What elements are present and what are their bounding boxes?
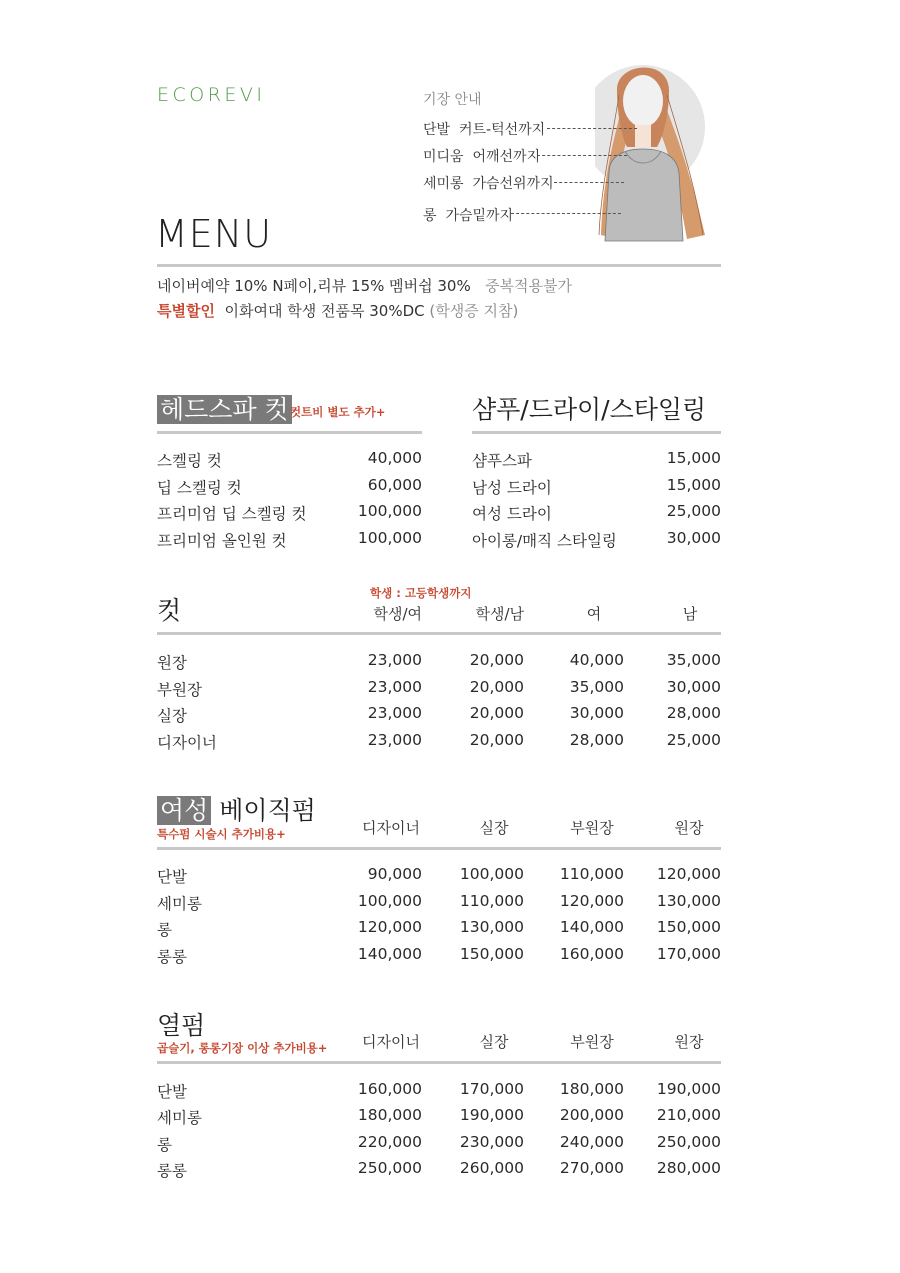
price-cell: 260,000 <box>459 1159 524 1177</box>
price-cell: 40,000 <box>569 651 624 669</box>
title-highlight: 여성 <box>157 796 211 825</box>
price-cell: 110,000 <box>459 892 524 910</box>
column-header: 부원장 <box>570 1033 614 1051</box>
leader-line <box>554 182 624 183</box>
service-name: 아이롱/매직 스타일링 <box>472 532 617 550</box>
price-cell: 130,000 <box>459 918 524 936</box>
table-row <box>157 1106 721 1130</box>
row-label: 롱 <box>157 921 172 939</box>
price-cell: 160,000 <box>559 945 624 963</box>
length-guide-item <box>423 146 540 166</box>
row-label: 부원장 <box>157 681 202 699</box>
price-row <box>472 502 721 526</box>
table-row <box>157 678 721 702</box>
column-header: 원장 <box>674 1033 704 1051</box>
divider <box>472 431 721 434</box>
column-header: 부원장 <box>570 819 614 837</box>
price-row <box>157 476 422 500</box>
price-cell: 280,000 <box>656 1159 721 1177</box>
service-name: 스켈링 컷 <box>157 452 222 470</box>
table-row <box>157 865 721 889</box>
price-cell: 160,000 <box>357 1080 422 1098</box>
length-guide-item <box>423 173 554 193</box>
price-cell: 20,000 <box>469 731 524 749</box>
price-cell: 240,000 <box>559 1133 624 1151</box>
price-cell: 170,000 <box>656 945 721 963</box>
column-header: 실장 <box>479 1033 509 1051</box>
column-header: 실장 <box>479 819 509 837</box>
special-discount-text: 이화여대 학생 전품목 30%DC <box>224 302 425 320</box>
special-discount-note: (학생증 지참) <box>429 302 519 320</box>
price-row <box>472 476 721 500</box>
service-price: 15,000 <box>666 449 721 467</box>
length-name: 단발 <box>423 122 451 138</box>
price-cell: 140,000 <box>559 918 624 936</box>
price-cell: 23,000 <box>367 731 422 749</box>
special-discount-line <box>157 300 518 321</box>
heat-perm-note: 곱슬기, 롱롱기장 이상 추가비용+ <box>157 1041 328 1055</box>
divider <box>157 264 721 267</box>
table-row <box>157 704 721 728</box>
price-row <box>157 449 422 473</box>
price-cell: 120,000 <box>559 892 624 910</box>
price-row <box>157 529 422 553</box>
price-cell: 30,000 <box>569 704 624 722</box>
price-cell: 270,000 <box>559 1159 624 1177</box>
column-header: 디자이너 <box>362 819 420 837</box>
service-name: 프리미엄 올인원 컷 <box>157 532 287 550</box>
leader-line <box>537 155 627 156</box>
service-price: 60,000 <box>367 476 422 494</box>
service-name: 남성 드라이 <box>472 479 552 497</box>
section-title-basic-perm <box>157 791 316 827</box>
leader-line <box>547 128 637 129</box>
length-name: 세미롱 <box>423 176 464 192</box>
price-cell: 20,000 <box>469 651 524 669</box>
section-title-heat-perm: 열펌 <box>157 1011 206 1040</box>
table-row <box>157 731 721 755</box>
price-cell: 230,000 <box>459 1133 524 1151</box>
row-label: 디자이너 <box>157 734 217 752</box>
row-label: 롱 <box>157 1136 172 1154</box>
price-cell: 23,000 <box>367 678 422 696</box>
length-guide-item <box>423 119 545 139</box>
table-row <box>157 1133 721 1157</box>
service-name: 딥 스켈링 컷 <box>157 479 242 497</box>
special-discount-label: 특별할인 <box>157 302 215 320</box>
column-header: 학생/남 <box>475 605 524 623</box>
price-cell: 20,000 <box>469 678 524 696</box>
service-price: 25,000 <box>666 502 721 520</box>
row-label: 실장 <box>157 707 187 725</box>
length-name: 미디움 <box>423 149 464 165</box>
length-guide-item <box>423 205 513 225</box>
row-label: 세미롱 <box>157 1109 202 1127</box>
service-name: 샴푸스파 <box>472 452 532 470</box>
price-row <box>472 529 721 553</box>
row-label: 단발 <box>157 1083 187 1101</box>
service-name: 프리미엄 딥 스켈링 컷 <box>157 505 307 523</box>
table-row <box>157 1080 721 1104</box>
price-cell: 190,000 <box>459 1106 524 1124</box>
length-guide-title: 기장 안내 <box>423 92 482 108</box>
price-cell: 220,000 <box>357 1133 422 1151</box>
price-cell: 140,000 <box>357 945 422 963</box>
section-title-headspa: 헤드스파 컷 <box>157 390 292 426</box>
column-header: 여 <box>586 605 602 623</box>
price-cell: 200,000 <box>559 1106 624 1124</box>
service-price: 100,000 <box>357 529 422 547</box>
price-cell: 100,000 <box>357 892 422 910</box>
price-cell: 20,000 <box>469 704 524 722</box>
column-header: 디자이너 <box>362 1033 420 1051</box>
length-name: 롱 <box>423 208 437 224</box>
price-cell: 170,000 <box>459 1080 524 1098</box>
title-rest: 베이직펌 <box>219 796 316 825</box>
row-label: 세미롱 <box>157 895 202 913</box>
service-price: 100,000 <box>357 502 422 520</box>
basic-perm-note: 특수펌 시술시 추가비용+ <box>157 827 286 841</box>
price-row <box>472 449 721 473</box>
column-header: 원장 <box>674 819 704 837</box>
column-header: 학생/여 <box>373 605 422 623</box>
section-title-shampoo: 샴푸/드라이/스타일링 <box>472 395 707 424</box>
price-cell: 150,000 <box>656 918 721 936</box>
price-cell: 180,000 <box>559 1080 624 1098</box>
price-cell: 23,000 <box>367 704 422 722</box>
service-price: 30,000 <box>666 529 721 547</box>
headspa-note: 컷트비 별도 추가+ <box>290 405 386 419</box>
price-cell: 210,000 <box>656 1106 721 1124</box>
length-desc: 가슴선위까지 <box>472 176 554 192</box>
divider <box>157 847 721 850</box>
discount-line <box>157 275 572 296</box>
row-label: 롱롱 <box>157 948 187 966</box>
brand-logo: ECOREVI <box>157 84 266 106</box>
row-label: 롱롱 <box>157 1162 187 1180</box>
length-desc: 커트-턱선까지 <box>458 122 546 138</box>
price-cell: 250,000 <box>656 1133 721 1151</box>
column-header: 남 <box>682 605 698 623</box>
price-cell: 35,000 <box>666 651 721 669</box>
divider <box>157 1061 721 1064</box>
service-price: 40,000 <box>367 449 422 467</box>
cut-note: 학생 : 고등학생까지 <box>370 586 472 600</box>
service-price: 15,000 <box>666 476 721 494</box>
price-cell: 120,000 <box>357 918 422 936</box>
table-row <box>157 892 721 916</box>
discount-note: 중복적용불가 <box>485 277 572 295</box>
price-cell: 180,000 <box>357 1106 422 1124</box>
section-title-cut: 컷 <box>157 596 182 625</box>
divider <box>157 431 422 434</box>
table-row <box>157 918 721 942</box>
price-cell: 150,000 <box>459 945 524 963</box>
price-cell: 30,000 <box>666 678 721 696</box>
table-row <box>157 1159 721 1183</box>
leader-line <box>511 213 621 214</box>
price-cell: 35,000 <box>569 678 624 696</box>
price-cell: 250,000 <box>357 1159 422 1177</box>
length-desc: 가슴밑까지 <box>445 208 514 224</box>
table-row <box>157 651 721 675</box>
price-cell: 90,000 <box>367 865 422 883</box>
price-cell: 100,000 <box>459 865 524 883</box>
price-cell: 110,000 <box>559 865 624 883</box>
page-title: MENU <box>155 212 273 256</box>
discount-text: 네이버예약 10% N페이,리뷰 15% 멤버쉽 30% <box>157 277 471 295</box>
price-cell: 23,000 <box>367 651 422 669</box>
price-cell: 130,000 <box>656 892 721 910</box>
row-label: 단발 <box>157 868 187 886</box>
divider <box>157 632 721 635</box>
price-cell: 120,000 <box>656 865 721 883</box>
price-cell: 25,000 <box>666 731 721 749</box>
price-row <box>157 502 422 526</box>
price-cell: 28,000 <box>666 704 721 722</box>
length-desc: 어깨선까지 <box>472 149 541 165</box>
service-name: 여성 드라이 <box>472 505 552 523</box>
hair-length-illustration <box>595 55 725 245</box>
row-label: 원장 <box>157 654 187 672</box>
price-cell: 190,000 <box>656 1080 721 1098</box>
price-cell: 28,000 <box>569 731 624 749</box>
table-row <box>157 945 721 969</box>
